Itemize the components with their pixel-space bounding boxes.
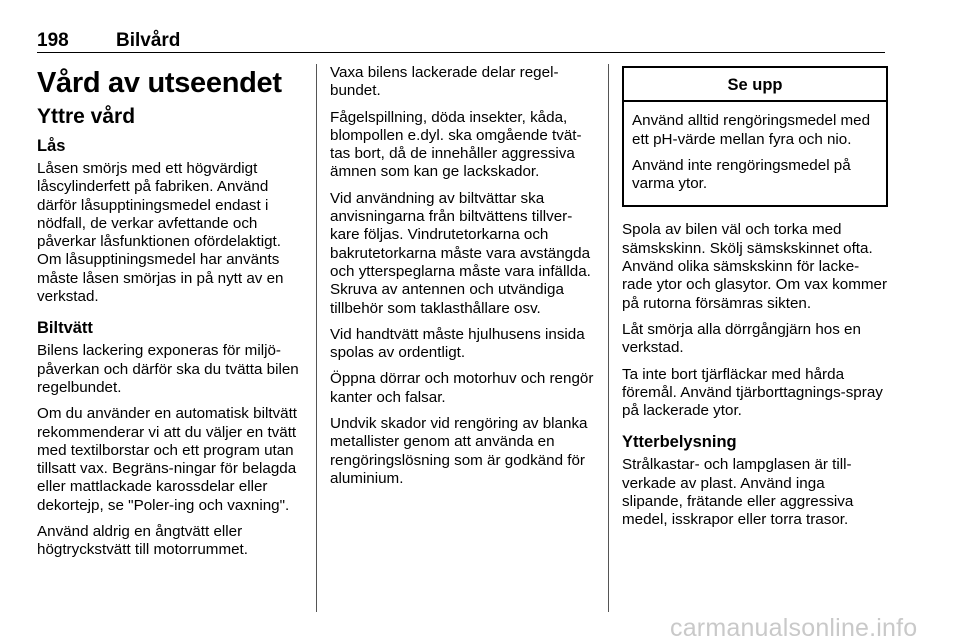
paragraph: Ta inte bort tjärfläckar med hårda föremål. Använd tjärborttagnings-spray på lackerade ytor. bbox=[622, 365, 883, 420]
page-number: 198 bbox=[37, 30, 69, 51]
paragraph: Bilens lackering exponeras för miljö-påverkan och därför ska du tvätta bilen regelbundet. bbox=[37, 342, 299, 396]
chapter-subtitle: Yttre vård bbox=[37, 105, 136, 128]
column-left bbox=[37, 64, 305, 568]
paragraph: Vid användning av biltvättar ska anvisningarna från biltvättens tillver-kare följas. Vindrutetorkarna och bakrutetorkarna måste vara avstängda och ytterspeglarna måste vara infällda. Skruva av antennen och utvändiga tillbehör som taklasthållare osv. bbox=[330, 189, 591, 317]
section-heading: Biltvätt bbox=[37, 319, 93, 338]
column-middle bbox=[330, 64, 600, 496]
paragraph: Spola av bilen väl och torka med sämskskinn. Skölj sämskskinnet ofta. Använd olika sämskskinn för lacke-rade ytor och glasytor. Om vax kommer på rutorna försämras sikten. bbox=[622, 221, 888, 312]
section-heading: Lås bbox=[37, 137, 66, 155]
column-right bbox=[622, 64, 888, 538]
paragraph: Använd aldrig en ångtvätt eller högtryckstvätt till motorrummet. bbox=[37, 523, 248, 559]
page-title: Vård av utseendet bbox=[37, 67, 282, 99]
paragraph: Öppna dörrar och motorhuv och rengör kanter och falsar. bbox=[330, 370, 594, 406]
paragraph: Låsen smörjs med ett högvärdigt låscylinderfett på fabriken. Använd därför låsupptiningsmedel endast i nödfall, de verkar avfettande och påverkar låsfunktionen ofördelaktigt. Om låsupptiningsmedel har använts måste låsen smörjas in på nytt av en verkstad. bbox=[37, 160, 284, 306]
section-name: Bilvård bbox=[116, 30, 181, 51]
section-heading: Ytterbelysning bbox=[622, 433, 737, 452]
paragraph: Vid handtvätt måste hjulhusens insida spolas av ordentligt. bbox=[330, 325, 585, 362]
column-divider bbox=[316, 64, 317, 612]
paragraph: Undvik skador vid rengöring av blanka metallister genom att använda en rengöringslösning som är godkänd för aluminium. bbox=[330, 415, 588, 487]
warning-body bbox=[624, 102, 886, 205]
column-divider bbox=[608, 64, 609, 612]
watermark-text: carmanualsonline.info bbox=[670, 614, 918, 642]
paragraph: Fågelspillning, döda insekter, kåda, blompollen e.dyl. ska omgående tvät-tas bort, då de innehåller aggressiva ämnen som kan ge lackskador. bbox=[330, 108, 582, 181]
paragraph: Vaxa bilens lackerade delar regel-bundet. bbox=[330, 64, 559, 100]
paragraph: Om du använder en automatisk biltvätt rekommenderar vi att du väljer en tvätt med textilborstar och ett program utan tillsatt vax. Begräns-ningar för belagda eller mattlackade karossdelar eller dekortejp, se "Poler-ing och vaxning". bbox=[37, 405, 298, 514]
page-header bbox=[37, 30, 885, 53]
paragraph: Använd alltid rengöringsmedel med ett pH-värde mellan fyra och nio. bbox=[632, 112, 871, 148]
warning-title: Se upp bbox=[624, 68, 886, 102]
paragraph: Strålkastar- och lampglasen är till-verkade av plast. Använd inga slipande, frätande eller aggressiva medel, isskrapor eller torra trasor. bbox=[622, 456, 854, 529]
warning-box bbox=[622, 66, 888, 207]
paragraph: Låt smörja alla dörrgångjärn hos en verkstad. bbox=[622, 320, 861, 357]
paragraph: Använd inte rengöringsmedel på varma ytor. bbox=[632, 156, 851, 193]
